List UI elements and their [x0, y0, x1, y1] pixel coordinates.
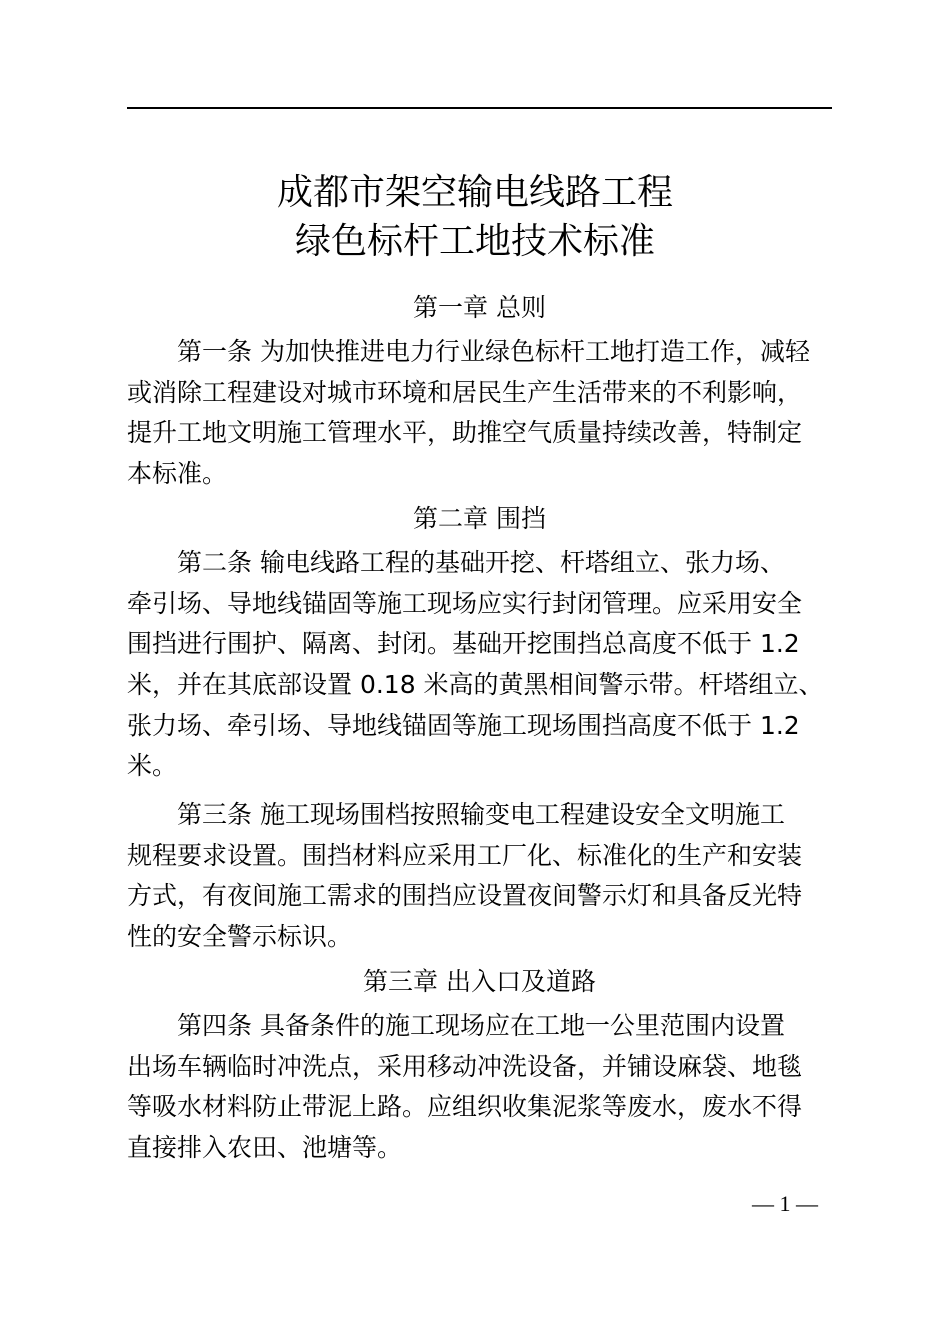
- chapter-3-heading: 第三章 出入口及道路: [363, 967, 596, 996]
- article-3-line: 第三条 施工现场围档按照输变电工程建设安全文明施工: [177, 800, 785, 829]
- header-rule: [127, 107, 832, 109]
- document-title-line-2: 绿色标杆工地技术标准: [294, 221, 655, 262]
- article-3-line: 规程要求设置。围挡材料应采用工厂化、标准化的生产和安装: [127, 840, 803, 870]
- article-4: [127, 1006, 832, 1169]
- article-2-line: 米。: [127, 751, 178, 781]
- article-4-line: 第四条 具备条件的施工现场应在工地一公里范围内设置: [177, 1011, 785, 1040]
- article-2-line: 张力场、牵引场、导地线锚固等施工现场围挡高度不低于 1.2: [127, 710, 800, 740]
- article-1-line: 提升工地文明施工管理水平，助推空气质量持续改善，特制定: [127, 418, 803, 448]
- page-number: — 1 —: [752, 1191, 818, 1216]
- article-1: [127, 332, 832, 495]
- article-2: [127, 543, 832, 787]
- article-1-line: 第一条 为加快推进电力行业绿色标杆工地打造工作，减轻: [177, 337, 810, 366]
- article-3: [127, 795, 832, 958]
- article-3-line: 性的安全警示标识。: [127, 922, 353, 952]
- chapter-2-heading: 第二章 围挡: [413, 504, 546, 533]
- article-1-line: 本标准。: [127, 459, 228, 489]
- article-1-line: 或消除工程建设对城市环境和居民生产生活带来的不利影响，: [127, 377, 803, 407]
- article-4-line: 等吸水材料防止带泥上路。应组织收集泥浆等废水，废水不得: [127, 1092, 803, 1122]
- article-2-line: 围挡进行围护、隔离、封闭。基础开挖围挡总高度不低于 1.2: [127, 629, 800, 659]
- document-title-line-1: 成都市架空输电线路工程: [276, 172, 673, 213]
- article-4-line: 直接排入农田、池塘等。: [127, 1133, 403, 1163]
- chapter-1-heading: 第一章 总则: [413, 293, 546, 322]
- article-4-line: 出场车辆临时冲洗点，采用移动冲洗设备，并铺设麻袋、地毯: [127, 1051, 803, 1081]
- article-2-line: 米，并在其底部设置 0.18 米高的黄黑相间警示带。杆塔组立、: [127, 670, 824, 700]
- article-2-line: 第二条 输电线路工程的基础开挖、杆塔组立、张力场、: [177, 548, 785, 577]
- article-2-line: 牵引场、导地线锚固等施工现场应实行封闭管理。应采用安全: [127, 588, 803, 618]
- article-3-line: 方式，有夜间施工需求的围挡应设置夜间警示灯和具备反光特: [127, 881, 803, 911]
